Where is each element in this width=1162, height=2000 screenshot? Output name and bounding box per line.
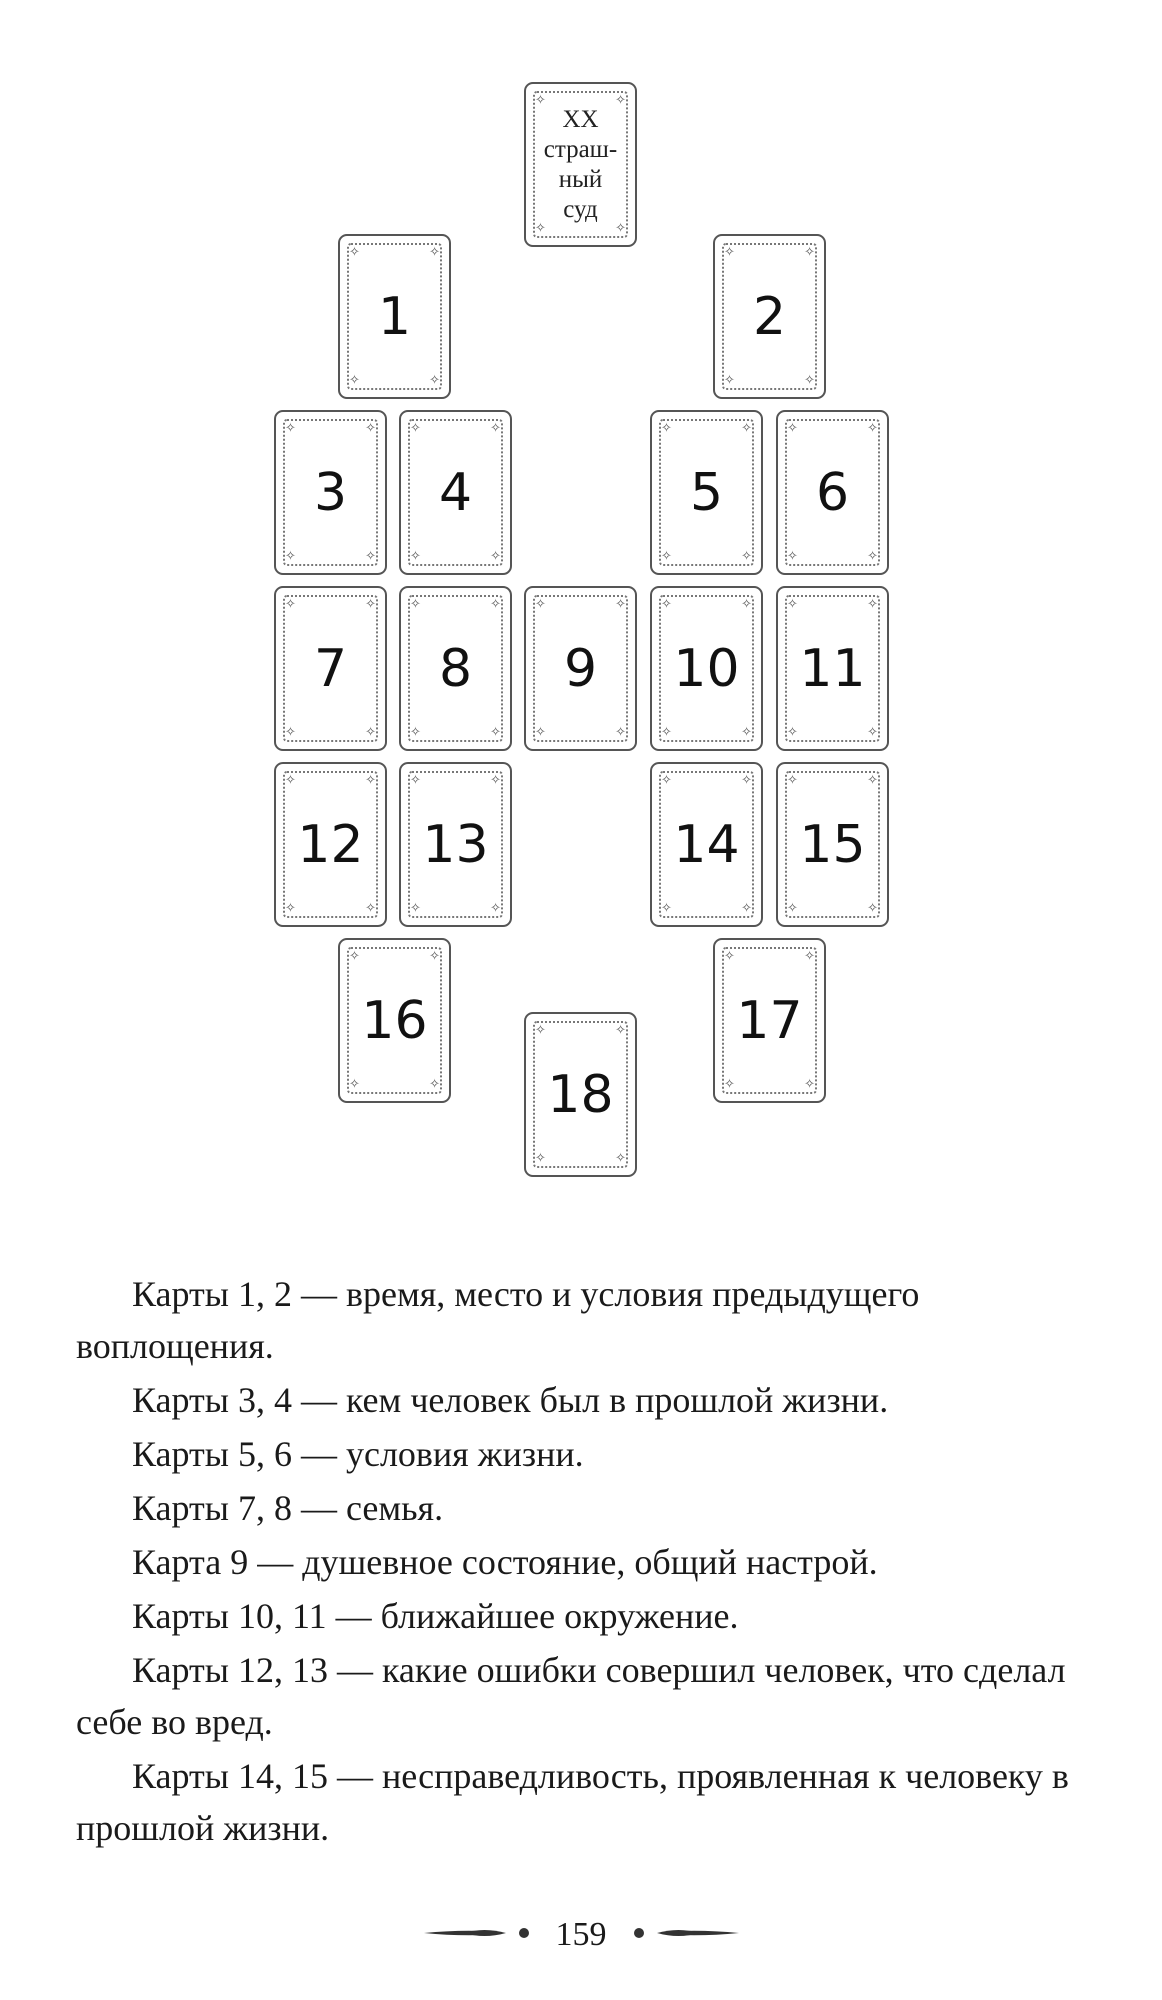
diamond-ornament-icon: ✧: [365, 901, 376, 916]
card-18: [524, 1012, 637, 1177]
diamond-ornament-icon: ✧: [741, 901, 752, 916]
card-number: 14: [673, 814, 740, 875]
diamond-ornament-icon: ✧: [429, 1077, 440, 1092]
diamond-ornament-icon: ✧: [867, 725, 878, 740]
card-number: 16: [361, 990, 428, 1051]
diamond-ornament-icon: ✧: [365, 773, 376, 788]
diamond-ornament-icon: ✧: [349, 1077, 360, 1092]
card-number: 5: [689, 462, 724, 523]
diamond-ornament-icon: ✧: [661, 725, 672, 740]
card-4: [399, 410, 512, 575]
diamond-ornament-icon: ✧: [615, 597, 626, 612]
diamond-ornament-icon: ✧: [787, 597, 798, 612]
page-footer: [0, 1905, 1162, 1965]
card-12: [274, 762, 387, 927]
paragraph: Карты 5, 6 — условия жизни.: [132, 1434, 584, 1474]
diamond-ornament-icon: ✧: [490, 901, 501, 916]
card-6: [776, 410, 889, 575]
card-number: 1: [377, 286, 412, 347]
card-7: [274, 586, 387, 751]
diamond-ornament-icon: ✧: [804, 1077, 815, 1092]
page-number: 159: [555, 1916, 607, 1953]
card-number: 17: [736, 990, 803, 1051]
card-15: [776, 762, 889, 927]
card-number: 13: [422, 814, 489, 875]
diamond-ornament-icon: ✧: [867, 901, 878, 916]
card-14: [650, 762, 763, 927]
diamond-ornament-icon: ✧: [867, 773, 878, 788]
diamond-ornament-icon: ✧: [724, 373, 735, 388]
diamond-ornament-icon: ✧: [741, 421, 752, 436]
card-16: [338, 938, 451, 1103]
paragraph: Карты 3, 4 — кем человек был в прошлой жизни.: [132, 1380, 889, 1420]
diamond-ornament-icon: ✧: [365, 549, 376, 564]
card-judgement: [524, 82, 637, 247]
diamond-ornament-icon: ✧: [285, 549, 296, 564]
diamond-ornament-icon: ✧: [741, 597, 752, 612]
card-3: [274, 410, 387, 575]
diamond-ornament-icon: ✧: [365, 725, 376, 740]
diamond-ornament-icon: ✧: [490, 421, 501, 436]
card-8: [399, 586, 512, 751]
card-9: [524, 586, 637, 751]
diamond-ornament-icon: ✧: [429, 373, 440, 388]
diamond-ornament-icon: ✧: [867, 597, 878, 612]
diamond-ornament-icon: ✧: [741, 549, 752, 564]
card-number: 4: [438, 462, 473, 523]
card-number: 6: [815, 462, 850, 523]
diamond-ornament-icon: ✧: [285, 773, 296, 788]
diamond-ornament-icon: ✧: [365, 421, 376, 436]
card-13: [399, 762, 512, 927]
diamond-ornament-icon: ✧: [615, 1151, 626, 1166]
diamond-ornament-icon: ✧: [410, 421, 421, 436]
card-title: XX страш- ный суд: [543, 105, 618, 223]
card-17: [713, 938, 826, 1103]
diamond-ornament-icon: ✧: [410, 773, 421, 788]
card-number: 3: [313, 462, 348, 523]
diamond-ornament-icon: ✧: [661, 421, 672, 436]
diamond-ornament-icon: ✧: [429, 949, 440, 964]
card-number: 11: [799, 638, 866, 699]
card-number: 7: [313, 638, 348, 699]
diamond-ornament-icon: ✧: [787, 901, 798, 916]
diamond-ornament-icon: ✧: [804, 949, 815, 964]
card-2: [713, 234, 826, 399]
diamond-ornament-icon: ✧: [429, 245, 440, 260]
diamond-ornament-icon: ✧: [365, 597, 376, 612]
diamond-ornament-icon: ✧: [661, 549, 672, 564]
diamond-ornament-icon: ✧: [285, 901, 296, 916]
diamond-ornament-icon: ✧: [741, 725, 752, 740]
body-text: [76, 1268, 1088, 1856]
diamond-ornament-icon: ✧: [535, 1023, 546, 1038]
diamond-ornament-icon: ✧: [410, 901, 421, 916]
diamond-ornament-icon: ✧: [410, 549, 421, 564]
diamond-ornament-icon: ✧: [661, 901, 672, 916]
diamond-ornament-icon: ✧: [535, 597, 546, 612]
diamond-ornament-icon: ✧: [615, 221, 626, 236]
diamond-ornament-icon: ✧: [615, 725, 626, 740]
card-number: 18: [547, 1064, 614, 1125]
diamond-ornament-icon: ✧: [535, 1151, 546, 1166]
diamond-ornament-icon: ✧: [804, 373, 815, 388]
diamond-ornament-icon: ✧: [787, 549, 798, 564]
diamond-ornament-icon: ✧: [490, 549, 501, 564]
right-ornament-icon: [629, 1925, 739, 1946]
paragraph: Карты 12, 13 — какие ошибки совершил человек, что сделал себе во вред.: [76, 1650, 1066, 1742]
diamond-ornament-icon: ✧: [490, 773, 501, 788]
diamond-ornament-icon: ✧: [490, 725, 501, 740]
diamond-ornament-icon: ✧: [285, 725, 296, 740]
diamond-ornament-icon: ✧: [285, 597, 296, 612]
card-number: 12: [297, 814, 364, 875]
paragraph: Карта 9 — душевное состояние, общий настрой.: [132, 1542, 878, 1582]
diamond-ornament-icon: ✧: [804, 245, 815, 260]
diamond-ornament-icon: ✧: [724, 1077, 735, 1092]
diamond-ornament-icon: ✧: [535, 93, 546, 108]
paragraph: Карты 14, 15 — несправедливость, проявленная к человеку в прошлой жизни.: [76, 1756, 1069, 1848]
card-number: 8: [438, 638, 473, 699]
left-ornament-icon: [424, 1925, 534, 1946]
card-number: 9: [563, 638, 598, 699]
diamond-ornament-icon: ✧: [410, 597, 421, 612]
diamond-ornament-icon: ✧: [724, 949, 735, 964]
diamond-ornament-icon: ✧: [490, 597, 501, 612]
card-11: [776, 586, 889, 751]
diamond-ornament-icon: ✧: [535, 221, 546, 236]
card-1: [338, 234, 451, 399]
diamond-ornament-icon: ✧: [724, 245, 735, 260]
card-number: 10: [673, 638, 740, 699]
diamond-ornament-icon: ✧: [787, 773, 798, 788]
diamond-ornament-icon: ✧: [661, 597, 672, 612]
diamond-ornament-icon: ✧: [615, 1023, 626, 1038]
paragraph: Карты 1, 2 — время, место и условия предыдущего воплощения.: [76, 1274, 920, 1366]
diamond-ornament-icon: ✧: [661, 773, 672, 788]
card-10: [650, 586, 763, 751]
diamond-ornament-icon: ✧: [787, 725, 798, 740]
diamond-ornament-icon: ✧: [349, 949, 360, 964]
paragraph: Карты 7, 8 — семья.: [132, 1488, 444, 1528]
diamond-ornament-icon: ✧: [867, 421, 878, 436]
diamond-ornament-icon: ✧: [741, 773, 752, 788]
diamond-ornament-icon: ✧: [615, 93, 626, 108]
card-number: 15: [799, 814, 866, 875]
diamond-ornament-icon: ✧: [349, 373, 360, 388]
diamond-ornament-icon: ✧: [410, 725, 421, 740]
diamond-ornament-icon: ✧: [867, 549, 878, 564]
card-5: [650, 410, 763, 575]
card-number: 2: [752, 286, 787, 347]
paragraph: Карты 10, 11 — ближайшее окружение.: [132, 1596, 739, 1636]
diamond-ornament-icon: ✧: [285, 421, 296, 436]
diamond-ornament-icon: ✧: [349, 245, 360, 260]
diamond-ornament-icon: ✧: [787, 421, 798, 436]
diamond-ornament-icon: ✧: [535, 725, 546, 740]
